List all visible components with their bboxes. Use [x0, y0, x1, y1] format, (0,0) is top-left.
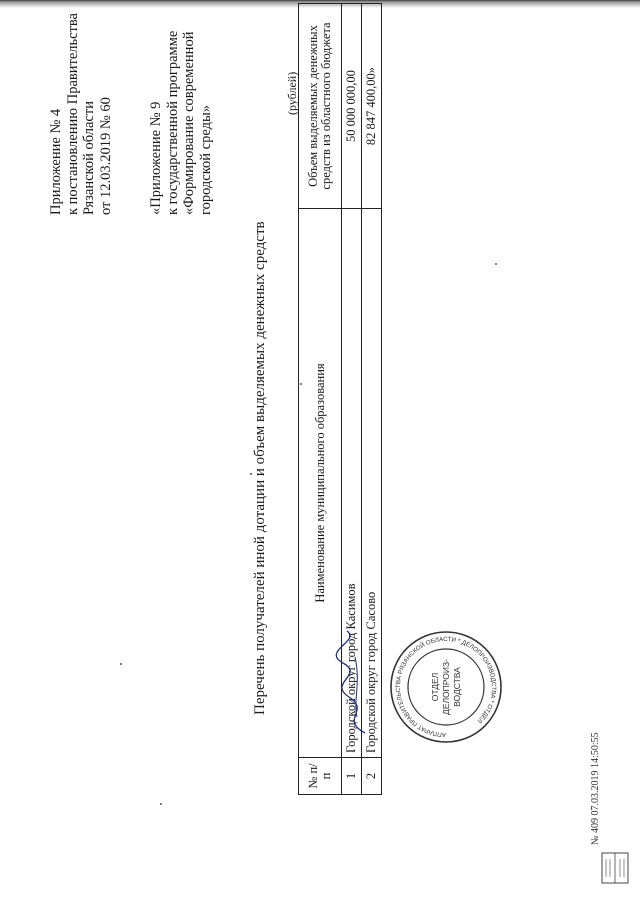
scan-speck [160, 803, 162, 805]
row-number: 2 [362, 758, 382, 795]
row-name: Городской округ город Касимов [342, 209, 362, 758]
program-line-4: городской среды» [197, 105, 214, 215]
appendix-line-3: Рязанской области [81, 101, 97, 215]
scan-speck [300, 383, 302, 385]
document-title: Перечень получателей иной дотации и объем выделяемых денежных средств [252, 221, 268, 715]
registration-stamp-text: № 409 07.03.2019 14:50:55 [590, 732, 601, 845]
appendix-line-2: к постановлению Правительства [64, 13, 81, 215]
appendix-header [48, 0, 214, 215]
signature-scribble [335, 627, 375, 737]
stamp-line-2: ДЕЛОПРОИЗ- [441, 659, 451, 715]
appendix-line-4: от 12.03.2019 № 60 [97, 97, 114, 215]
program-line-1: «Приложение № 9 [148, 101, 164, 215]
header-amount: Объем выделяемых денежных средств из областного бюджета [299, 4, 342, 209]
header-number: № п/п [299, 758, 342, 795]
registration-code-box [598, 625, 634, 885]
row-number: 1 [342, 758, 362, 795]
program-line-3: «Формирование современной [181, 31, 197, 215]
office-stamp [388, 629, 504, 745]
stamp-line-1: ОТДЕЛ [430, 672, 440, 702]
stamp-ring-text: АППАРАТ ПРАВИТЕЛЬСТВА РЯЗАНСКОЙ ОБЛАСТИ * ДЕЛОПРОИЗВОДСТВА * ОТДЕЛ [394, 635, 498, 739]
scan-speck [120, 663, 122, 665]
header-name: Наименование муниципального образования [299, 209, 342, 758]
unit-note: (рублей) [285, 71, 299, 115]
scan-speck [495, 263, 497, 265]
scan-speck [250, 473, 252, 475]
stamp-line-3: ВОДСТВА [452, 667, 462, 707]
row-name: Городской округ город Сасово [362, 209, 382, 758]
header-gap [114, 0, 148, 215]
program-line-2: к государственной программе [164, 30, 181, 215]
row-amount: 82 847 400,00» [362, 4, 382, 209]
row-amount: 50 000 000,00 [342, 4, 362, 209]
appendix-line-1: Приложение № 4 [48, 108, 64, 215]
